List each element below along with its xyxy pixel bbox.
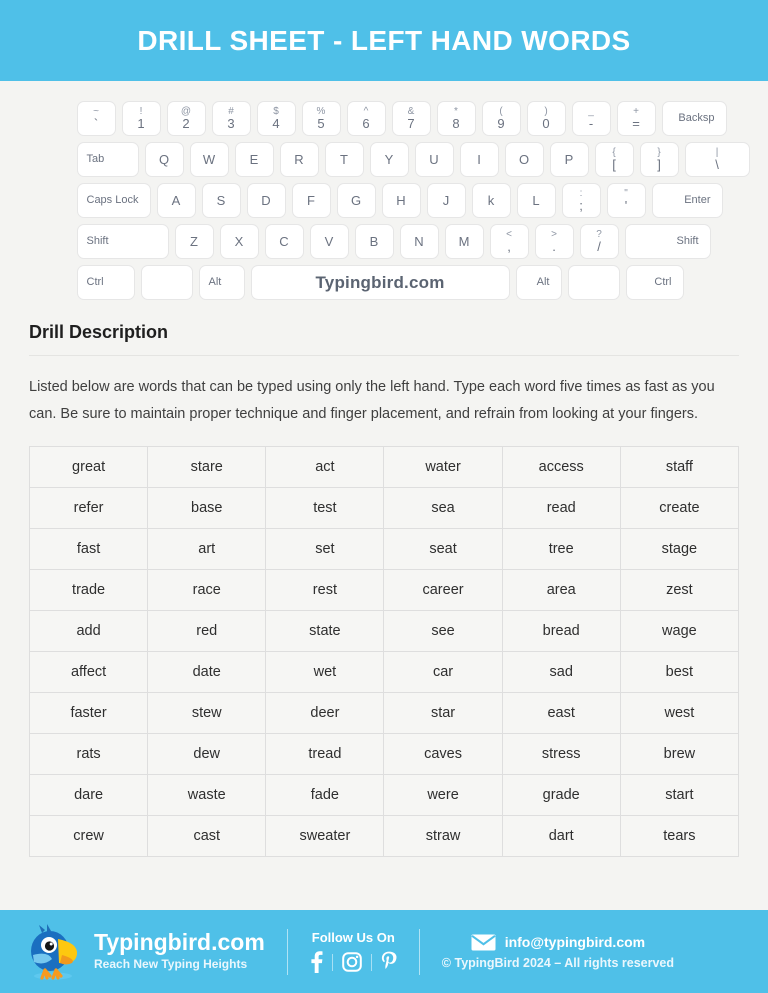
key-y[interactable] (370, 142, 409, 177)
key-m[interactable] (445, 224, 484, 259)
key-minus-upper-label: _ (588, 105, 594, 117)
word-cell: deer (266, 692, 384, 733)
key-y-label: Y (384, 151, 394, 167)
word-cell: area (502, 569, 620, 610)
key-7-upper-label: & (407, 105, 415, 117)
word-cell: affect (30, 651, 148, 692)
key-t-label: T (340, 151, 348, 167)
word-cell: cast (148, 815, 266, 856)
word-cell: stress (502, 733, 620, 774)
key-tab[interactable] (77, 142, 139, 177)
key-equals-upper-label: + (633, 105, 639, 117)
instagram-icon[interactable] (342, 952, 362, 972)
key-w[interactable] (190, 142, 229, 177)
key-space[interactable] (251, 265, 510, 300)
key-left-shift-label: Shift (86, 234, 109, 247)
key-l-label: L (532, 192, 540, 208)
key-e[interactable] (235, 142, 274, 177)
word-cell: stare (148, 446, 266, 487)
word-cell: grade (502, 774, 620, 815)
key-left-ctrl[interactable] (77, 265, 135, 300)
key-right-alt[interactable] (516, 265, 562, 300)
word-cell: sweater (266, 815, 384, 856)
key-9-upper-label: ( (499, 105, 503, 117)
word-cell: brew (620, 733, 738, 774)
key-6-lower-label: 6 (362, 115, 370, 131)
key-bracket-right-upper-label: } (657, 146, 661, 158)
key-minus[interactable] (572, 101, 611, 136)
word-cell: red (148, 610, 266, 651)
word-cell: sad (502, 651, 620, 692)
key-n[interactable] (400, 224, 439, 259)
page-footer (0, 910, 768, 993)
word-cell: tread (266, 733, 384, 774)
key-2-lower-label: 2 (182, 115, 190, 131)
table-row (30, 774, 739, 815)
word-cell: waste (148, 774, 266, 815)
facebook-icon[interactable] (310, 951, 323, 973)
key-backtick[interactable] (77, 101, 116, 136)
word-cell: straw (384, 815, 502, 856)
key-1-lower-label: 1 (137, 115, 145, 131)
key-slash[interactable] (580, 224, 619, 259)
word-cell: dare (30, 774, 148, 815)
table-row (30, 610, 739, 651)
word-cell: caves (384, 733, 502, 774)
table-row (30, 815, 739, 856)
key-period-lower-label: . (552, 238, 556, 254)
word-cell: access (502, 446, 620, 487)
word-cell: best (620, 651, 738, 692)
key-k[interactable] (472, 183, 511, 218)
word-cell: crew (30, 815, 148, 856)
key-m-label: M (458, 233, 470, 249)
word-cell: rest (266, 569, 384, 610)
key-left-meta[interactable] (141, 265, 193, 300)
key-3-upper-label: # (228, 105, 234, 117)
key-p-label: P (564, 151, 574, 167)
key-semicolon[interactable] (562, 183, 601, 218)
word-cell: tears (620, 815, 738, 856)
footer-brand-name: Typingbird.com (94, 928, 265, 955)
key-q[interactable] (145, 142, 184, 177)
word-cell: star (384, 692, 502, 733)
key-enter[interactable] (652, 183, 723, 218)
key-left-alt[interactable] (199, 265, 245, 300)
key-o-label: O (518, 151, 530, 167)
key-v-label: V (324, 233, 334, 249)
key-0-lower-label: 0 (542, 115, 550, 131)
key-bracket-left-lower-label: [ (612, 156, 616, 172)
key-j[interactable] (427, 183, 466, 218)
key-right-ctrl[interactable] (626, 265, 684, 300)
word-cell: career (384, 569, 502, 610)
key-semicolon-lower-label: ; (579, 197, 583, 213)
key-g[interactable] (337, 183, 376, 218)
key-t[interactable] (325, 142, 364, 177)
key-backtick-lower-label: ` (93, 115, 99, 131)
word-cell: race (148, 569, 266, 610)
word-cell: set (266, 528, 384, 569)
word-cell: fast (30, 528, 148, 569)
key-quote-lower-label: ' (624, 197, 628, 213)
key-left-shift[interactable] (77, 224, 169, 259)
drill-description-section (29, 322, 739, 428)
section-divider (29, 355, 739, 356)
word-list-table (29, 446, 739, 857)
key-tab-label: Tab (86, 152, 105, 165)
word-cell: create (620, 487, 738, 528)
page-header (0, 0, 768, 81)
key-left-alt-label: Alt (208, 275, 222, 288)
word-cell: car (384, 651, 502, 692)
key-8[interactable] (437, 101, 476, 136)
word-cell: rats (30, 733, 148, 774)
keyboard-diagram (77, 101, 719, 300)
key-b[interactable] (355, 224, 394, 259)
word-cell: great (30, 446, 148, 487)
key-comma-upper-label: < (506, 228, 512, 240)
key-right-alt-label: Alt (536, 275, 550, 288)
key-8-upper-label: * (454, 105, 458, 117)
word-cell: zest (620, 569, 738, 610)
key-0-upper-label: ) (544, 105, 548, 117)
word-cell: stage (620, 528, 738, 569)
key-u[interactable] (415, 142, 454, 177)
word-cell: wage (620, 610, 738, 651)
key-equals[interactable] (617, 101, 656, 136)
word-cell: dew (148, 733, 266, 774)
key-bracket-right[interactable] (640, 142, 679, 177)
footer-divider-1 (287, 929, 288, 975)
key-2-upper-label: @ (180, 105, 192, 117)
word-cell: date (148, 651, 266, 692)
key-caps-lock[interactable] (77, 183, 151, 218)
key-right-ctrl-label: Ctrl (654, 275, 672, 288)
key-s[interactable] (202, 183, 241, 218)
key-f-label: F (307, 192, 315, 208)
key-g-label: G (350, 192, 362, 208)
social-icon-row (310, 951, 397, 973)
key-backslash-upper-label: | (715, 146, 719, 158)
key-z[interactable] (175, 224, 214, 259)
key-3-lower-label: 3 (227, 115, 235, 131)
key-backtick-upper-label: ~ (93, 105, 99, 117)
key-period[interactable] (535, 224, 574, 259)
footer-copyright: © TypingBird 2024 – All rights reserved (441, 955, 674, 970)
pinterest-icon[interactable] (381, 951, 397, 973)
word-cell: staff (620, 446, 738, 487)
word-cell: faster (30, 692, 148, 733)
key-3[interactable] (212, 101, 251, 136)
word-cell: see (384, 610, 502, 651)
footer-brand-tagline: Reach New Typing Heights (94, 957, 248, 972)
key-u-label: U (429, 151, 439, 167)
key-q-label: Q (158, 151, 170, 167)
key-8-lower-label: 8 (452, 115, 460, 131)
table-row (30, 692, 739, 733)
word-cell: test (266, 487, 384, 528)
footer-contact-section (442, 934, 674, 970)
key-l[interactable] (517, 183, 556, 218)
key-i-label: I (477, 151, 481, 167)
key-right-shift[interactable] (625, 224, 711, 259)
key-o[interactable] (505, 142, 544, 177)
key-backspace[interactable] (662, 101, 727, 136)
key-9-lower-label: 9 (497, 115, 505, 131)
section-title: Drill Description (29, 322, 169, 342)
key-4[interactable] (257, 101, 296, 136)
social-divider-1 (332, 954, 333, 971)
key-1-upper-label: ! (139, 105, 143, 117)
key-x-label: X (234, 233, 244, 249)
key-4-lower-label: 4 (272, 115, 280, 131)
word-cell: dart (502, 815, 620, 856)
key-r[interactable] (280, 142, 319, 177)
key-bracket-right-lower-label: ] (657, 156, 661, 172)
key-i[interactable] (460, 142, 499, 177)
key-0[interactable] (527, 101, 566, 136)
key-h[interactable] (382, 183, 421, 218)
table-row (30, 528, 739, 569)
key-equals-lower-label: = (632, 115, 640, 131)
key-slash-upper-label: ? (596, 228, 602, 240)
key-v[interactable] (310, 224, 349, 259)
word-cell: add (30, 610, 148, 651)
table-row (30, 733, 739, 774)
key-bracket-left[interactable] (595, 142, 634, 177)
key-bracket-left-upper-label: { (612, 146, 616, 158)
key-minus-lower-label: - (588, 115, 594, 131)
drill-description-text: Listed below are words that can be typed using only the left hand. Type each word five times as fast as you can. Be sure to maintain proper technique and finger placement, and refrain from looking at your fingers. (29, 379, 715, 422)
envelope-icon (471, 934, 496, 951)
key-c-label: C (279, 233, 289, 249)
key-1[interactable] (122, 101, 161, 136)
key-7[interactable] (392, 101, 431, 136)
key-5-lower-label: 5 (317, 115, 325, 131)
word-cell: start (620, 774, 738, 815)
key-r-label: R (294, 151, 304, 167)
key-quote[interactable] (607, 183, 646, 218)
word-cell: trade (30, 569, 148, 610)
key-x[interactable] (220, 224, 259, 259)
key-c[interactable] (265, 224, 304, 259)
keyboard-row-home-row (77, 183, 711, 218)
keyboard-row-modifier-row (77, 265, 692, 300)
key-9[interactable] (482, 101, 521, 136)
word-cell: fade (266, 774, 384, 815)
key-s-label: S (216, 192, 226, 208)
page-title: DRILL SHEET - LEFT HAND WORDS (137, 24, 631, 56)
key-space-label: Typingbird.com (315, 272, 445, 292)
word-cell: state (266, 610, 384, 651)
key-5-upper-label: % (316, 105, 326, 117)
typingbird-logo-icon (22, 921, 84, 983)
key-d-label: D (261, 192, 271, 208)
key-w-label: W (202, 151, 216, 167)
social-divider-2 (371, 954, 372, 971)
key-d[interactable] (247, 183, 286, 218)
key-6-upper-label: ^ (363, 105, 369, 117)
footer-email-text: info@typingbird.com (504, 934, 646, 950)
table-row (30, 651, 739, 692)
follow-us-label: Follow Us On (311, 930, 395, 945)
key-7-lower-label: 7 (407, 115, 415, 131)
key-a-label: A (171, 192, 181, 208)
word-cell: read (502, 487, 620, 528)
word-cell: base (148, 487, 266, 528)
word-cell: act (266, 446, 384, 487)
footer-brand[interactable] (0, 921, 265, 983)
key-f[interactable] (292, 183, 331, 218)
key-comma[interactable] (490, 224, 529, 259)
word-cell: bread (502, 610, 620, 651)
key-2[interactable] (167, 101, 206, 136)
key-enter-label: Enter (684, 193, 711, 206)
key-right-meta[interactable] (568, 265, 620, 300)
key-backslash-lower-label: \ (715, 156, 719, 172)
word-cell: refer (30, 487, 148, 528)
word-cell: stew (148, 692, 266, 733)
word-cell: tree (502, 528, 620, 569)
word-cell: west (620, 692, 738, 733)
key-k-label: k (487, 192, 495, 208)
keyboard-row-bottom-letter-row (77, 224, 699, 259)
key-z-label: Z (190, 233, 198, 249)
key-h-label: H (396, 192, 406, 208)
word-cell: water (384, 446, 502, 487)
key-backslash[interactable] (685, 142, 750, 177)
key-period-upper-label: > (551, 228, 557, 240)
key-right-shift-label: Shift (676, 234, 699, 247)
word-cell: art (148, 528, 266, 569)
key-left-ctrl-label: Ctrl (86, 275, 104, 288)
key-j-label: J (442, 192, 450, 208)
key-backspace-label: Backsp (678, 111, 715, 124)
table-row (30, 446, 739, 487)
key-5[interactable] (302, 101, 341, 136)
table-row (30, 487, 739, 528)
word-cell: seat (384, 528, 502, 569)
footer-divider-2 (419, 929, 420, 975)
table-row (30, 569, 739, 610)
key-quote-upper-label: " (624, 187, 628, 199)
key-caps-lock-label: Caps Lock (86, 193, 139, 206)
key-4-upper-label: $ (273, 105, 279, 117)
keyboard-row-number-row (77, 101, 715, 136)
word-cell: east (502, 692, 620, 733)
key-slash-lower-label: / (597, 238, 601, 254)
word-cell: wet (266, 651, 384, 692)
word-cell: were (384, 774, 502, 815)
key-semicolon-upper-label: : (579, 187, 583, 199)
word-cell: sea (384, 487, 502, 528)
key-e-label: E (249, 151, 259, 167)
key-a[interactable] (157, 183, 196, 218)
keyboard-row-qwerty-row (77, 142, 719, 177)
key-p[interactable] (550, 142, 589, 177)
key-n-label: N (414, 233, 424, 249)
footer-social-section (310, 930, 397, 973)
key-b-label: B (369, 233, 379, 249)
key-comma-lower-label: , (507, 238, 511, 254)
key-6[interactable] (347, 101, 386, 136)
footer-email-line[interactable] (471, 934, 645, 951)
